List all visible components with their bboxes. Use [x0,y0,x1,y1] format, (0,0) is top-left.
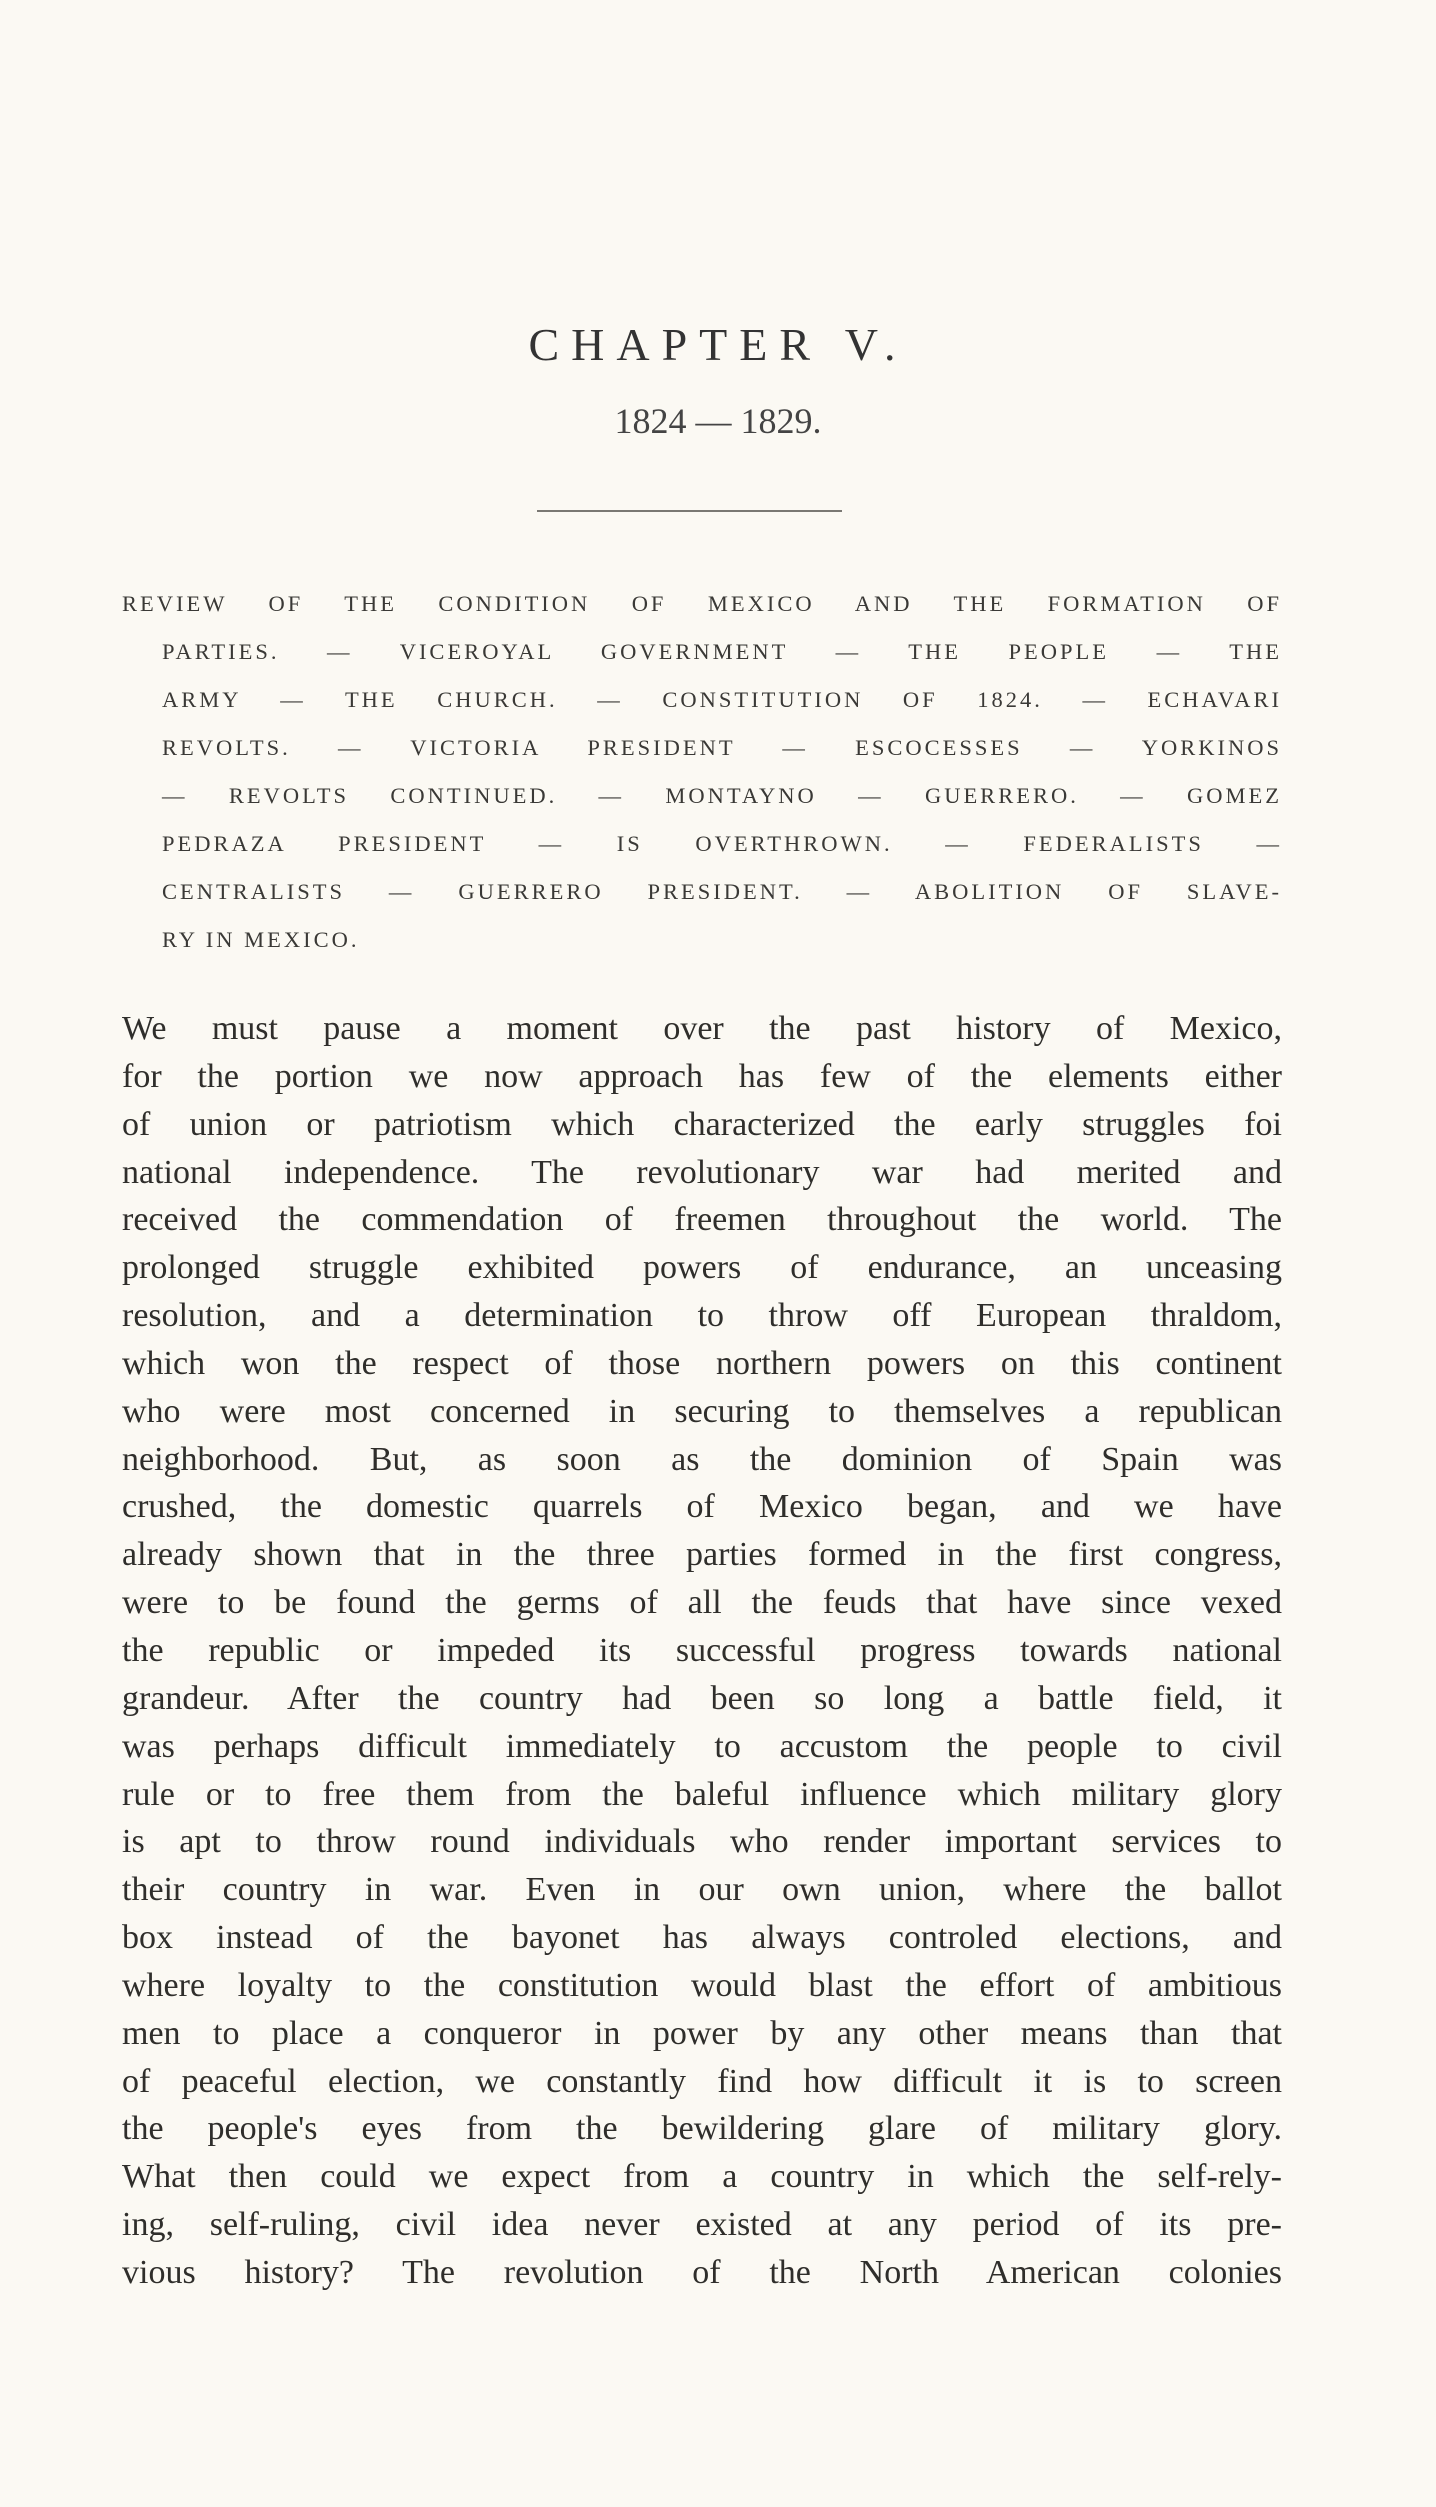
body-line: was perhaps difficult immediately to accustom the people to civil [122,1727,1282,1765]
body-line: national independence. The revolutionary war had merited and [122,1153,1282,1191]
synopsis-line: ARMY — THE CHURCH. — CONSTITUTION OF 1824. — ECHAVARI [162,687,1282,712]
synopsis-line: PARTIES. — VICEROYAL GOVERNMENT — THE PEOPLE — THE [162,639,1282,664]
body-line: already shown that in the three parties formed in the first congress, [122,1536,1282,1574]
chapter-synopsis [122,580,1282,964]
body-line: men to place a conqueror in power by any other means than that [122,2014,1282,2052]
body-line: rule or to free them from the baleful influence which military glory [122,1775,1282,1813]
chapter-title: CHAPTER V. [528,319,908,370]
body-line: vious history? The revolution of the North American colonies [122,2253,1282,2291]
body-line: the republic or impeded its successful progress towards national [122,1631,1282,1669]
section-divider [537,510,842,512]
body-line: box instead of the bayonet has always controled elections, and [122,1919,1282,1957]
body-line: grandeur. After the country had been so long a battle field, it [122,1679,1282,1717]
body-line: the people's eyes from the bewildering glare of military glory. [122,2110,1282,2148]
body-line: neighborhood. But, as soon as the dominion of Spain was [122,1440,1282,1478]
body-line: is apt to throw round individuals who render important services to [122,1823,1282,1861]
body-line: their country in war. Even in our own union, where the ballot [122,1871,1282,1909]
synopsis-line: PEDRAZA PRESIDENT — IS OVERTHROWN. — FEDERALISTS — [162,831,1282,856]
synopsis-line: REVIEW OF THE CONDITION OF MEXICO AND THE FORMATION OF [122,591,1282,616]
body-line: of union or patriotism which characterized the early struggles foi [122,1105,1282,1143]
body-line: where loyalty to the constitution would blast the effort of ambitious [122,1966,1282,2004]
body-line: received the commendation of freemen throughout the world. The [122,1201,1282,1239]
body-line: We must pause a moment over the past history of Mexico, [122,1010,1282,1047]
synopsis-line: RY IN MEXICO. [162,927,360,952]
synopsis-line: CENTRALISTS — GUERRERO PRESIDENT. — ABOLITION OF SLAVE- [162,879,1282,904]
body-line: for the portion we now approach has few of the elements either [122,1057,1282,1095]
body-line: which won the respect of those northern powers on this continent [122,1344,1282,1382]
body-line: were to be found the germs of all the feuds that have since vexed [122,1584,1282,1622]
body-line: who were most concerned in securing to themselves a republican [122,1392,1282,1430]
body-line: resolution, and a determination to throw off European thraldom, [122,1297,1282,1335]
body-line: of peaceful election, we constantly find how difficult it is to screen [122,2062,1282,2100]
body-line: What then could we expect from a country in which the self-rely- [122,2158,1282,2196]
body-line: crushed, the domestic quarrels of Mexico began, and we have [122,1488,1282,1526]
chapter-years: 1824 — 1829. [614,401,822,441]
body-paragraph [122,1005,1282,2297]
synopsis-line: REVOLTS. — VICTORIA PRESIDENT — ESCOCESSES — YORKINOS [162,735,1282,760]
body-line: prolonged struggle exhibited powers of endurance, an unceasing [122,1249,1282,1287]
body-line: ing, self-ruling, civil idea never existed at any period of its pre- [122,2206,1282,2244]
synopsis-line: — REVOLTS CONTINUED. — MONTAYNO — GUERRERO. — GOMEZ [162,783,1282,808]
